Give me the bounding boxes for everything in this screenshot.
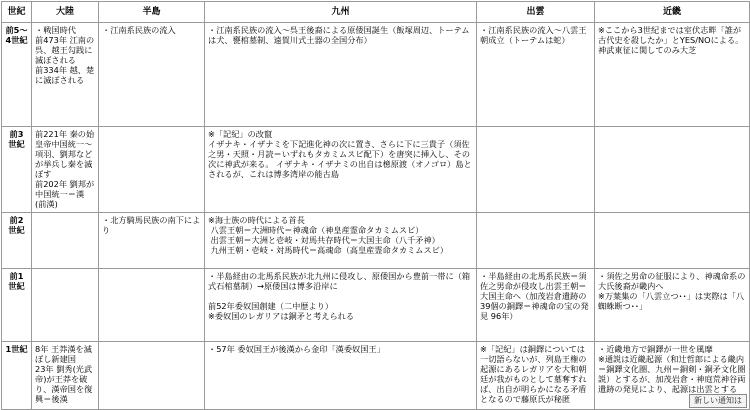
peninsula-cell — [99, 127, 205, 213]
peninsula-cell: ・北方騎馬民族の南下により — [99, 213, 205, 269]
table-row — [2, 213, 750, 269]
kinki-cell: ※ここから3世紀までは室伏志畔「誰が古代史を殺したか」とYES/NOによる。神武東征に関してのみ大芝 — [595, 23, 750, 127]
peninsula-cell: ・江南系民族の流入 — [99, 23, 205, 127]
continent-cell: 前221年 秦の始皇帝中国統一～項羽、劉邦などが挙兵し秦を滅ぼす 前202年 劉邦が中国統一＝漢(前漢) — [32, 127, 99, 213]
notification-toast[interactable]: 新しい通知は — [689, 394, 747, 408]
era-cell: 1世紀 — [2, 342, 32, 410]
izumo-cell — [477, 127, 595, 213]
era-cell: 前2 世紀 — [2, 213, 32, 269]
izumo-cell: ※「記紀」は銅鐸については一切語らないが、列島王権の起源にあるレガリアを大和朝廷が我がものとして墓奪すれば、出自が明らかになる矛盾となるので藤原氏が秘匿 — [477, 342, 595, 410]
chronology-table — [1, 1, 750, 410]
table-row — [2, 342, 750, 410]
kyushu-cell: ※「記紀」の改竄 イザナキ・イザナミを下記進化神の次に置き、さらに下に三貴子（須佐之男・天照・月読＝いずれもタカミムスビ配下）を唐突に挿入し、その次に神武が来る。 イザナキ・イザナミの出自は檍原渡（オノゴロ）島とされるが、これは博多湾岸の能古島 — [205, 127, 477, 213]
era-cell: 前3 世紀 — [2, 127, 32, 213]
izumo-cell: ・江南系民族の流入～八雲王朝成立（トーテムは蛇） — [477, 23, 595, 127]
kyushu-cell: ・半島経由の北馬系民族が北九州に侵攻し、原倭国から豊前一帯に（箱式石棺墓制）→原倭国は博多沿岸に 前52年委奴国創建（二中歴より） ※委奴国のレガリアは銅矛と考えられる — [205, 269, 477, 342]
izumo-cell: ・半島経由の北馬系民族＝須佐之男命が侵攻し出雲王朝＝大国主命へ（加茂岩倉遺跡の39個の銅鐸＝神魂命の宝の発見 96年） — [477, 269, 595, 342]
header-izumo: 出雲 — [477, 2, 595, 23]
kinki-cell — [595, 127, 750, 213]
header-kinki: 近畿 — [595, 2, 750, 23]
kinki-cell: ・須佐之男命の征服により、神魂命系の大氏後裔が畿内へ ※万葉集の「八雲立つ･･」は実際は「八蜘蛛断つ･･」 — [595, 269, 750, 342]
header-continent: 大陸 — [32, 2, 99, 23]
kinki-cell — [595, 213, 750, 269]
izumo-cell — [477, 213, 595, 269]
continent-cell — [32, 213, 99, 269]
kinki-cell: ・近畿地方で銅鐸が一世を風靡 ※通説は近畿起源（和辻哲郎による畿内＝銅鐸文化圏、九州＝銅剣・銅矛文化圏説）とするが、加茂岩倉・神庭荒神谷両遺跡の発見により、起源は出雲とする — [595, 342, 750, 410]
table-row — [2, 127, 750, 213]
header-peninsula: 半島 — [99, 2, 205, 23]
header-era: 世紀 — [2, 2, 32, 23]
header-kyushu: 九州 — [205, 2, 477, 23]
continent-cell: ・戦国時代 前473年 江南の呉、越王勾践に滅ぼされる 前334年 越、楚に滅ぼされる — [32, 23, 99, 127]
peninsula-cell — [99, 269, 205, 342]
table-row — [2, 269, 750, 342]
kyushu-cell: ・57年 委奴国王が後漢から金印「漢委奴国王」 — [205, 342, 477, 410]
era-cell: 前1 世紀 — [2, 269, 32, 342]
continent-cell — [32, 269, 99, 342]
era-cell: 前5～ 4世紀 — [2, 23, 32, 127]
peninsula-cell — [99, 342, 205, 410]
header-row — [2, 2, 750, 23]
kyushu-cell: ・江南系民族の流入～呉王後裔による原倭国誕生（飯塚周辺、トーテムは犬、甕棺墓制、遠賀川式土器の全国分布） — [205, 23, 477, 127]
table-row — [2, 23, 750, 127]
continent-cell: 8年 王莽漢を滅ぼし新建国 23年 劉秀(光武帝)が王莽を破り、漢帝国を復興＝後漢 — [32, 342, 99, 410]
kyushu-cell: ※海士族の時代による首長 八雲王朝＝大洲時代＝神魂命（神皇産霊命タカミムスビ） 出雲王朝＝大洲と壱岐・対馬共存時代＝大国主命（八千矛神） 九州王朝・壱岐・対馬時代＝高魂命（高皇産霊命タカミムスビ） — [205, 213, 477, 269]
